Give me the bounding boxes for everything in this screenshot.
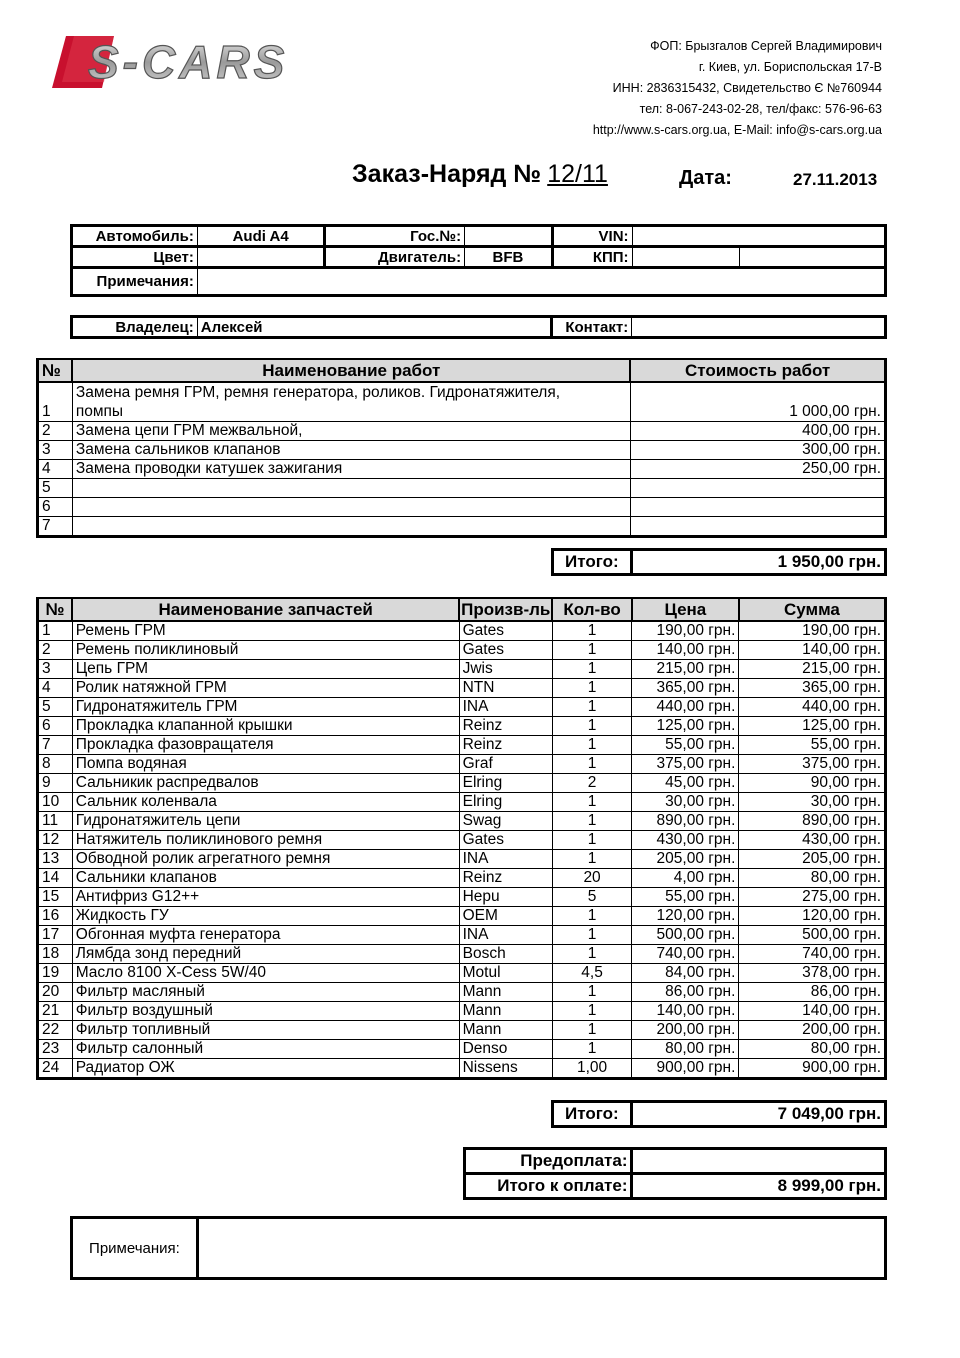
- owner-table: [70, 315, 887, 339]
- owner-value: Алексей: [197, 317, 552, 338]
- works-row-cost: [630, 517, 885, 537]
- works-row: [38, 498, 886, 517]
- order-title: [352, 160, 608, 189]
- works-row-name: [72, 498, 630, 517]
- parts-row-sum: 205,00 грн.: [739, 850, 886, 869]
- parts-row-name: Ремень поликлиновый: [72, 641, 459, 660]
- parts-row-maker: Swag: [459, 812, 552, 831]
- company-info: [593, 36, 882, 141]
- parts-row-price: 30,00 грн.: [632, 793, 739, 812]
- vin-label: VIN:: [552, 226, 632, 247]
- works-row-no: 4: [38, 460, 73, 479]
- parts-row-maker: Hepu: [459, 888, 552, 907]
- parts-row: [38, 812, 886, 831]
- parts-row: [38, 945, 886, 964]
- parts-row-qty: 1: [552, 641, 631, 660]
- company-inn: ИНН: 2836315432, Свидетельство Є №760944: [612, 81, 882, 95]
- parts-row-sum: 80,00 грн.: [739, 869, 886, 888]
- parts-row: [38, 1040, 886, 1059]
- parts-row-name: Натяжитель поликлинового ремня: [72, 831, 459, 850]
- parts-row-maker: OEM: [459, 907, 552, 926]
- car-value: Audi A4: [197, 226, 325, 247]
- parts-row-qty: 1: [552, 812, 631, 831]
- parts-row-no: 6: [38, 717, 73, 736]
- parts-col-price: Цена: [632, 598, 739, 621]
- parts-row: [38, 774, 886, 793]
- parts-row-sum: 140,00 грн.: [739, 641, 886, 660]
- parts-row: [38, 983, 886, 1002]
- parts-row-no: 24: [38, 1059, 73, 1079]
- parts-row-qty: 1: [552, 983, 631, 1002]
- logo-text: S-CARS: [88, 36, 289, 88]
- works-row: [38, 460, 886, 479]
- parts-row-no: 21: [38, 1002, 73, 1021]
- parts-row-sum: 90,00 грн.: [739, 774, 886, 793]
- gearbox-extra: [739, 247, 885, 268]
- parts-row-qty: 1: [552, 793, 631, 812]
- parts-row-price: 55,00 грн.: [632, 888, 739, 907]
- works-row-no: 7: [38, 517, 73, 537]
- company-owner: ФОП: Брызгалов Сергей Владимирович: [650, 39, 882, 53]
- parts-row-no: 14: [38, 869, 73, 888]
- parts-row-qty: 5: [552, 888, 631, 907]
- due-value: 8 999,00 грн.: [632, 1174, 886, 1199]
- parts-row-name: Антифриз G12++: [72, 888, 459, 907]
- parts-row-sum: 430,00 грн.: [739, 831, 886, 850]
- parts-col-no: №: [38, 598, 73, 621]
- parts-row-sum: 200,00 грн.: [739, 1021, 886, 1040]
- parts-row-qty: 1: [552, 679, 631, 698]
- parts-row-maker: Jwis: [459, 660, 552, 679]
- parts-row-sum: 890,00 грн.: [739, 812, 886, 831]
- prepay-label: Предоплата:: [465, 1149, 632, 1174]
- order-number: 12/11: [547, 160, 608, 188]
- parts-total-label: Итого:: [553, 1102, 632, 1127]
- parts-row-qty: 1: [552, 850, 631, 869]
- car-notes-value: [197, 268, 885, 296]
- parts-row-maker: Mann: [459, 1002, 552, 1021]
- parts-row-price: 140,00 грн.: [632, 1002, 739, 1021]
- parts-row-qty: 1: [552, 698, 631, 717]
- works-row-name: Замена цепи ГРМ межвальной,: [72, 422, 630, 441]
- car-info-table: [70, 224, 887, 297]
- parts-row-price: 440,00 грн.: [632, 698, 739, 717]
- parts-row-name: Радиатор ОЖ: [72, 1059, 459, 1079]
- parts-row-name: Сальники клапанов: [72, 869, 459, 888]
- parts-rows: [38, 621, 886, 1079]
- parts-row-no: 13: [38, 850, 73, 869]
- parts-row-qty: 20: [552, 869, 631, 888]
- parts-row-sum: 120,00 грн.: [739, 907, 886, 926]
- parts-row-price: 215,00 грн.: [632, 660, 739, 679]
- works-col-name: Наименование работ: [72, 359, 630, 382]
- parts-row-sum: 740,00 грн.: [739, 945, 886, 964]
- works-row-name-line1: Замена ремня ГРМ, ремня генератора, роликов. Гидронатяжителя,: [75, 384, 561, 401]
- parts-row-maker: Bosch: [459, 945, 552, 964]
- parts-row-name: Обгонная муфта генератора: [72, 926, 459, 945]
- works-row-no: 6: [38, 498, 73, 517]
- parts-row: [38, 660, 886, 679]
- parts-row-no: 10: [38, 793, 73, 812]
- parts-total: [551, 1100, 887, 1128]
- parts-row: [38, 850, 886, 869]
- parts-row-price: 125,00 грн.: [632, 717, 739, 736]
- car-notes-label: Примечания:: [72, 268, 198, 296]
- parts-row-qty: 1: [552, 907, 631, 926]
- parts-row-sum: 900,00 грн.: [739, 1059, 886, 1079]
- parts-row-price: 4,00 грн.: [632, 869, 739, 888]
- parts-row-name: Прокладка клапанной крышки: [72, 717, 459, 736]
- parts-row-sum: 375,00 грн.: [739, 755, 886, 774]
- parts-row-name: Обводной ролик агрегатного ремня: [72, 850, 459, 869]
- parts-row-qty: 1: [552, 926, 631, 945]
- contact-value: [632, 317, 886, 338]
- footer-notes-label: Примечания:: [72, 1218, 198, 1279]
- parts-row-no: 20: [38, 983, 73, 1002]
- parts-row-qty: 1: [552, 660, 631, 679]
- parts-row-qty: 1,00: [552, 1059, 631, 1079]
- vin-value: [632, 226, 885, 247]
- parts-row-sum: 440,00 грн.: [739, 698, 886, 717]
- parts-col-maker: Произв-ль: [459, 598, 552, 621]
- parts-row-maker: Reinz: [459, 717, 552, 736]
- parts-row: [38, 736, 886, 755]
- parts-row-maker: Mann: [459, 1021, 552, 1040]
- parts-row-sum: 80,00 грн.: [739, 1040, 886, 1059]
- gearbox-value: [632, 247, 739, 268]
- footer-notes-table: [70, 1216, 887, 1280]
- parts-row-no: 11: [38, 812, 73, 831]
- company-address: г. Киев, ул. Бориспольская 17-В: [698, 60, 882, 74]
- parts-row-no: 23: [38, 1040, 73, 1059]
- parts-row-no: 19: [38, 964, 73, 983]
- parts-row-no: 16: [38, 907, 73, 926]
- parts-row-maker: Reinz: [459, 869, 552, 888]
- parts-row-maker: INA: [459, 926, 552, 945]
- company-phone: тел: 8-067-243-02-28, тел/факс: 576-96-63: [639, 102, 882, 116]
- parts-row-price: 55,00 грн.: [632, 736, 739, 755]
- works-row-cost: 250,00 грн.: [630, 460, 885, 479]
- plate-label: Гос.№:: [325, 226, 465, 247]
- parts-row-price: 205,00 грн.: [632, 850, 739, 869]
- parts-row-name: Лямбда зонд передний: [72, 945, 459, 964]
- parts-row: [38, 1059, 886, 1079]
- works-row-name-line2: помпы: [75, 403, 124, 420]
- parts-row-sum: 378,00 грн.: [739, 964, 886, 983]
- works-col-cost: Стоимость работ: [630, 359, 885, 382]
- contact-label: Контакт:: [552, 317, 632, 338]
- parts-row: [38, 907, 886, 926]
- parts-row-maker: Gates: [459, 621, 552, 641]
- parts-row: [38, 793, 886, 812]
- parts-row-qty: 1: [552, 831, 631, 850]
- parts-row-name: Фильтр воздушный: [72, 1002, 459, 1021]
- parts-row-no: 12: [38, 831, 73, 850]
- parts-table: [36, 597, 887, 1080]
- parts-row-price: 120,00 грн.: [632, 907, 739, 926]
- parts-row-name: Прокладка фазовращателя: [72, 736, 459, 755]
- owner-label: Владелец:: [115, 318, 194, 336]
- parts-row-no: 9: [38, 774, 73, 793]
- parts-row-name: Фильтр салонный: [72, 1040, 459, 1059]
- parts-row-qty: 4,5: [552, 964, 631, 983]
- parts-row-name: Фильтр масляный: [72, 983, 459, 1002]
- parts-row-maker: Elring: [459, 774, 552, 793]
- parts-row-qty: 2: [552, 774, 631, 793]
- parts-row-name: Масло 8100 X-Cess 5W/40: [72, 964, 459, 983]
- parts-row-maker: Gates: [459, 641, 552, 660]
- color-value: [197, 247, 325, 268]
- parts-row-price: 890,00 грн.: [632, 812, 739, 831]
- works-row: [38, 422, 886, 441]
- works-row-cost: 300,00 грн.: [630, 441, 885, 460]
- works-row: [38, 441, 886, 460]
- parts-row-price: 200,00 грн.: [632, 1021, 739, 1040]
- parts-row-no: 18: [38, 945, 73, 964]
- color-label: Цвет:: [72, 247, 198, 268]
- parts-row-no: 5: [38, 698, 73, 717]
- plate-value: [465, 226, 553, 247]
- works-row: [38, 517, 886, 537]
- s-cars-logo: [52, 34, 382, 90]
- parts-row-price: 740,00 грн.: [632, 945, 739, 964]
- parts-row-price: 45,00 грн.: [632, 774, 739, 793]
- parts-row-no: 15: [38, 888, 73, 907]
- works-total: [551, 548, 887, 576]
- order-date-label: Дата:: [679, 167, 732, 189]
- parts-row-qty: 1: [552, 945, 631, 964]
- parts-row-price: 86,00 грн.: [632, 983, 739, 1002]
- parts-row: [38, 717, 886, 736]
- parts-row-price: 140,00 грн.: [632, 641, 739, 660]
- works-total-label: Итого:: [553, 550, 632, 575]
- parts-row-maker: INA: [459, 850, 552, 869]
- parts-row-no: 17: [38, 926, 73, 945]
- parts-row: [38, 1002, 886, 1021]
- parts-row-name: Сальникик распредвалов: [72, 774, 459, 793]
- parts-row-maker: Motul: [459, 964, 552, 983]
- works-row: [38, 382, 886, 422]
- parts-row-no: 3: [38, 660, 73, 679]
- parts-row-price: 190,00 грн.: [632, 621, 739, 641]
- parts-row-price: 365,00 грн.: [632, 679, 739, 698]
- parts-row-no: 1: [38, 621, 73, 641]
- works-row-cost: 400,00 грн.: [630, 422, 885, 441]
- parts-row: [38, 831, 886, 850]
- parts-row-name: Жидкость ГУ: [72, 907, 459, 926]
- works-row-name: [72, 382, 630, 422]
- parts-row-qty: 1: [552, 1021, 631, 1040]
- parts-row: [38, 641, 886, 660]
- car-label: Автомобиль:: [95, 227, 194, 245]
- order-date: 27.11.2013: [793, 170, 878, 189]
- parts-row-qty: 1: [552, 755, 631, 774]
- parts-row-maker: NTN: [459, 679, 552, 698]
- parts-row-maker: Graf: [459, 755, 552, 774]
- parts-row-name: Ролик натяжной ГРМ: [72, 679, 459, 698]
- parts-row-price: 900,00 грн.: [632, 1059, 739, 1079]
- parts-total-value: 7 049,00 грн.: [631, 1102, 885, 1127]
- parts-row: [38, 926, 886, 945]
- works-row-cost: [630, 479, 885, 498]
- engine-value: BFB: [465, 247, 553, 268]
- parts-row-sum: 30,00 грн.: [739, 793, 886, 812]
- parts-row-maker: Elring: [459, 793, 552, 812]
- parts-row-name: Ремень ГРМ: [72, 621, 459, 641]
- parts-row: [38, 755, 886, 774]
- parts-row-maker: Denso: [459, 1040, 552, 1059]
- works-row: [38, 479, 886, 498]
- works-row-no: 1: [38, 382, 73, 422]
- parts-row-sum: 275,00 грн.: [739, 888, 886, 907]
- parts-row-maker: Nissens: [459, 1059, 552, 1079]
- parts-row-no: 8: [38, 755, 73, 774]
- parts-row-sum: 86,00 грн.: [739, 983, 886, 1002]
- parts-col-name: Наименование запчастей: [72, 598, 459, 621]
- company-web: http://www.s-cars.org.ua, E-Mail: info@s-cars.org.ua: [592, 123, 882, 137]
- parts-row: [38, 698, 886, 717]
- parts-row-sum: 365,00 грн.: [739, 679, 886, 698]
- parts-row-sum: 140,00 грн.: [739, 1002, 886, 1021]
- parts-row: [38, 888, 886, 907]
- works-col-no: №: [38, 359, 73, 382]
- parts-row-qty: 1: [552, 621, 631, 641]
- works-row-no: 3: [38, 441, 73, 460]
- parts-row: [38, 1021, 886, 1040]
- parts-row-name: Сальник коленвала: [72, 793, 459, 812]
- works-row-no: 2: [38, 422, 73, 441]
- parts-row-price: 84,00 грн.: [632, 964, 739, 983]
- works-row-cost: 1 000,00 грн.: [630, 382, 885, 422]
- parts-row-name: Гидронатяжитель цепи: [72, 812, 459, 831]
- footer-notes-value: [197, 1218, 885, 1279]
- parts-col-qty: Кол-во: [552, 598, 631, 621]
- parts-row-name: Фильтр топливный: [72, 1021, 459, 1040]
- parts-row-sum: 190,00 грн.: [739, 621, 886, 641]
- parts-row-qty: 1: [552, 1040, 631, 1059]
- works-row-cost: [630, 498, 885, 517]
- parts-row-price: 375,00 грн.: [632, 755, 739, 774]
- parts-row-name: Гидронатяжитель ГРМ: [72, 698, 459, 717]
- parts-row-maker: Reinz: [459, 736, 552, 755]
- parts-row-no: 22: [38, 1021, 73, 1040]
- works-row-name: Замена проводки катушек зажигания: [72, 460, 630, 479]
- works-row-name: Замена сальников клапанов: [72, 441, 630, 460]
- parts-row-price: 500,00 грн.: [632, 926, 739, 945]
- parts-row-no: 2: [38, 641, 73, 660]
- works-total-value: 1 950,00 грн.: [631, 550, 885, 575]
- parts-row-qty: 1: [552, 736, 631, 755]
- payment-table: [463, 1147, 887, 1200]
- gearbox-label: КПП:: [552, 247, 632, 268]
- works-table: [36, 358, 887, 538]
- parts-row-maker: Mann: [459, 983, 552, 1002]
- parts-row-sum: 215,00 грн.: [739, 660, 886, 679]
- parts-row-qty: 1: [552, 1002, 631, 1021]
- parts-row: [38, 964, 886, 983]
- parts-row: [38, 869, 886, 888]
- parts-row-sum: 125,00 грн.: [739, 717, 886, 736]
- parts-row-sum: 55,00 грн.: [739, 736, 886, 755]
- parts-row-qty: 1: [552, 717, 631, 736]
- parts-row: [38, 621, 886, 641]
- parts-row-price: 430,00 грн.: [632, 831, 739, 850]
- parts-row-maker: INA: [459, 698, 552, 717]
- parts-row-no: 7: [38, 736, 73, 755]
- parts-row-no: 4: [38, 679, 73, 698]
- engine-label: Двигатель:: [325, 247, 465, 268]
- parts-row: [38, 679, 886, 698]
- parts-row-name: Цепь ГРМ: [72, 660, 459, 679]
- parts-row-sum: 500,00 грн.: [739, 926, 886, 945]
- parts-row-name: Помпа водяная: [72, 755, 459, 774]
- works-row-name: [72, 479, 630, 498]
- parts-row-price: 80,00 грн.: [632, 1040, 739, 1059]
- parts-col-sum: Сумма: [739, 598, 886, 621]
- works-row-no: 5: [38, 479, 73, 498]
- works-row-name: [72, 517, 630, 537]
- due-label: Итого к оплате:: [465, 1174, 632, 1199]
- parts-row-maker: Gates: [459, 831, 552, 850]
- prepay-value: [632, 1149, 886, 1174]
- order-title-label: Заказ-Наряд №: [352, 160, 542, 188]
